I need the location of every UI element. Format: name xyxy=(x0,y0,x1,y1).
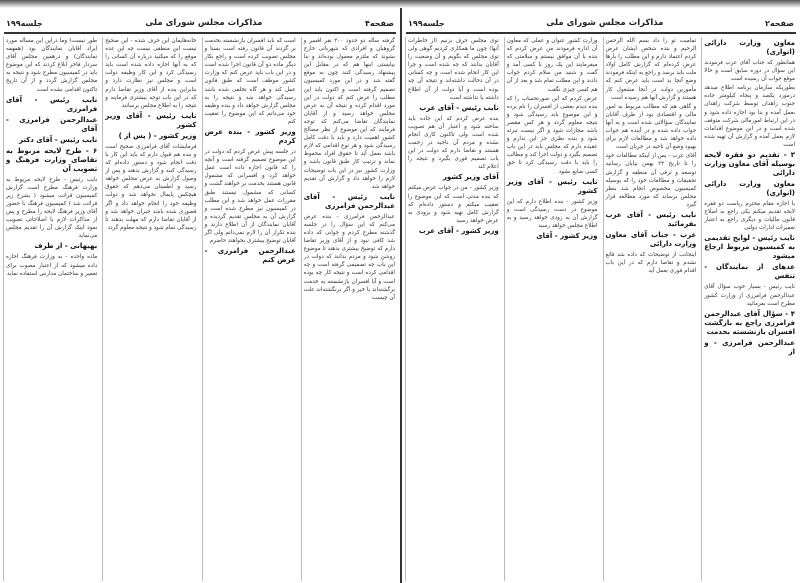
paragraph: آقای عرب - پس از اینکه مطالعات خود را تا تاریخ ۲۴ بهمن بپایان رسانید توسعه و ترقی آن منطقه و گزارش تحقیقات و مطالعات خود را که بوسیله کمیسیون مخصوص انجام شد بنظر مجلس برساند که مورد مطالعه قرار گیرد xyxy=(605,153,697,208)
left-page xyxy=(0,8,400,583)
text-column xyxy=(3,37,99,581)
paragraph: بنده عرض کردم که این جاده باید ساخته شود و اعتبار آن هم تصویب شده است ولی تاکنون کاری انجام نشده و مردم آن ناحیه در زحمت هستند و تقاضا دارم که دولت در این باب تصمیم فوری بگیرد و نتیجه را اعلام کند xyxy=(408,115,499,171)
left-page-columns xyxy=(3,37,397,581)
paragraph: است که باید افسران بازنشسته بخدمت بر گردند آن قانون رفته است بسنا و مجلس تصویب کرده است و راجع بکار دیگر ماده دو آن قانون اجرا شده است و در این باب باید عرض کنم که وزارت کشور موظف است که طبق قانون عمل کند و هر گاه تخلفی شده باشد رسیدگی خواهد شد و نتیجه را به مجلس گزارش خواهد داد و بنده وظیفه خود می‌دانم که این موضوع را تعقیب کنم xyxy=(204,38,296,125)
session-number: جلسه۱۹۹ xyxy=(408,18,445,28)
section-heading: وزیر کشور - آقای xyxy=(536,231,598,240)
section-heading: عدهای از نمایندگان - تنفس xyxy=(704,263,795,281)
text-column xyxy=(603,37,699,581)
paragraph: عبدالرحمن فرامرزی - بنده عرض می‌کنم که این سؤال را در جلسه گذشته مطرح کردم و جوابی که داده شد کافی نبود و از آقای وزیر تقاضا دارم که توضیح بیشتری بدهند تا موضوع روشن شود و مردم بدانند که دولت در این باب چه تصمیمی گرفته است و چه اقدامی کرده است و نتیجه کار چه بوده است و آیا افسران بازنشسته به خدمت برگشته‌اند یا خیر و اگر برنگشته‌اند علت آن چیست xyxy=(303,213,395,301)
text-column xyxy=(102,37,198,581)
paragraph: طور نیست) وما دراین این مسأله مورد ایراد آقایان نمایندگان بود (همهمه نمایندگان) و درهمین مجلس آقای سردار فاخر ابلاغ کردند که این موضوع باید در کمیسیون مطرح شود و نتیجه به مجلس گزارش گردد و از آن تاریخ تاکنون اقدامی نشده است xyxy=(6,38,98,93)
section-heading: آقای وزیر کشور xyxy=(442,173,499,182)
paragraph: تمامیت تو را داد بسم الله الرحمن الرحیم و بنده شخص ایشان عرض کردم اعتماد دارم و این مطلب را بارها عرض کرده‌ام که گزارش کامل اولاد ملت باید برسد و راجع به اینکه فرمودند وضع آنجا بد است باید عرض کنم که مأمورین دولت در آنجا مشغول کار هستند و گزارش آنها هم رسیده است xyxy=(605,38,697,101)
paragraph: بطوریکه سازمان برنامه اطلاع میدهد درمورد یکصد و پنجاه کیلومتر جاده جنوب زاهدان توسط شرکت زاهدان بعمل آمده و بنا بود اجازه داده شود و در این ارتباط امورمالی شرکت متوقف شده است و در این موضوع اقدامات لازم بعمل آمده و گزارش آن تهیه شده است xyxy=(704,85,795,148)
section-heading: عبدالرحمن فرامرزی - آقای xyxy=(6,115,98,133)
paragraph: وزیر کشور - بنده اطلاع دارم که این موضوع در دست رسیدگی است و گزارش آن به زودی خواهد رسید و به اطلاع مجلس خواهد رسید xyxy=(506,198,598,229)
text-column xyxy=(701,37,797,581)
paragraph: اینجانب از توضیحات که داده شد قانع نشدم و تقاضا دارم که در این باب اقدام فوری بعمل آید xyxy=(605,251,697,275)
paragraph: خانه‌هایمان این حرف شده - این صحیح نیست این منطقی نیست چه این عده موقع را که میکنید درباره آن کسانی را که به آنها اجازه داده شده است باید رسیدگی کرد و این کار وظیفه دولت است و مجلس نیز نظارت دارد و بنابراین بنده از آقای وزیر تقاضا دارم که در این باب توجه بیشتری فرمایند و نتیجه را به اطلاع مجلس برسانند xyxy=(105,38,197,109)
section-heading: عبدالرحمن فرامرزی - و از xyxy=(704,338,795,356)
text-column xyxy=(301,37,397,581)
session-number: جلسه۱۹۹ xyxy=(6,18,43,28)
header-rule xyxy=(406,32,796,34)
paragraph: وزارت کشور عنوان و عملی که معاون آن اداره فرمودند من عرض کردم که بنده با آن موافق نیستم و سلامتی که میفرمایند این یک روز با کسی آمد و گفت و شنید من سلام کردم جواب دادند و این مطلب تمام شد و بعد از آن هم کسی چیزی نگفت xyxy=(506,38,598,93)
text-column xyxy=(202,37,298,581)
section-heading: ۳ - تقدیم دو فقره لایحه بوسیله آقای معاون وزارت دارائی xyxy=(704,151,795,178)
right-page xyxy=(400,8,800,583)
publication-title: مذاکرات مجلس شورای ملی xyxy=(145,18,263,28)
section-heading: معاون وزارت دارائی (انواری) xyxy=(704,39,795,56)
paragraph: فرمایشات آقای فرامرزی صحیح است و بنده هم قبول دارم که باید این کار با دقت انجام شود و دستور داده‌ام که رسیدگی کنند و گزارش بدهند و پس از وصول گزارش به عرض مجلس خواهد رسید و اطمینان می‌دهم که حقوق هیچکس پایمال نخواهد شد و دولت وظیفه خود را انجام خواهد داد و اگر قصوری شده باشد جبران خواهد شد و از آقایان تقاضا دارم که مهلت بدهند تا رسیدگی تمام شود و نتیجه معلوم گردد xyxy=(105,143,197,231)
page-number: صفحه۲ xyxy=(765,18,794,28)
paragraph: با اجازه مقام محترم ریاست دو فقره لایحه تقدیم میکنم یکی راجع به اصلاح قانون مالیات و دیگری راجع به اعتبار تعمیرات ادارات دولتی xyxy=(704,201,795,232)
scan-top-edge xyxy=(0,0,800,8)
section-heading: عبدالرحمن فرامرزی - عرض کنم xyxy=(204,247,296,265)
paragraph: ماده واحده - به وزارت فرهنگ اجازه داده میشود که از اعتبار مصوب برای تعمیر و ساختمان مدارس استفاده نماید xyxy=(6,254,98,277)
section-heading: نایب رئیس - آقای عبدالرحمن فرامرزی xyxy=(303,192,395,210)
section-heading: ۴ - سؤال آقای عبدالرحمن فرامرزی راجع به بازگشت افسران بازنشسته بخدمت xyxy=(704,309,795,336)
right-page-columns xyxy=(405,37,797,581)
section-heading: معاون وزارت دارائی (انواری) xyxy=(704,180,795,198)
section-heading: نایب رئیس - لوایح تقدیمی به کمیسیون مربوط ارجاع میشود xyxy=(704,234,795,261)
section-heading: وزیر کشور - آقای عرب xyxy=(418,226,499,235)
paragraph: نایب رئیس - بسیار خوب سؤال آقای عبدالرحمن فرامرزی از وزارت کشور مطرح است بفرمائید xyxy=(704,284,795,307)
paragraph: گرفته ساله دو حدود ۲۰۰ نفر افسر و گروهبان و افرادی که شهربانی خارج بشوند که ملتزم معمول بوده‌اند و بنا بپایستی اینها هم که در مقابل این پیشنهاد رسیدگی کنند چون به موقع گفته شد و در این مورد کمیسیون تصمیم گرفته است و اکنون باید این مطلب را عرض کنم که دولت در این مورد اقدام کرده و نتیجه آن به عرض مجلس خواهد رسید و از آقایان نمایندگان تقاضا می‌کنم که توجه فرمایند که این موضوع از نظر مصالح کشور اهمیت دارد و باید با دقت کامل رسیدگی شود و هر نوع اقدامی که لازم باشد بعمل آید تا حقوق افراد محفوظ بماند و ترتیب کار طبق قانون باشد و وزارت کشور نیز در این باب توضیحات لازم را خواهد داد و گزارش آن تقدیم خواهد شد xyxy=(303,38,395,190)
section-heading: نایب رئیس - آقای فرامرزی xyxy=(6,95,98,113)
section-heading: وزیر کشور - بنده عرض کردم xyxy=(204,128,296,146)
section-heading: وزیر کشور - ( پس از ) xyxy=(118,131,197,140)
page-number: صفحه۴ xyxy=(365,18,394,28)
section-heading: نایب رئیس - آقای عرب xyxy=(419,103,499,112)
paragraph: توی مجلس حرف بزنیم (از خاطرات آنها) چون ما همکاری کردیم گوهی ولی توی مجلس که بگویم و آن وضعیت را آقایان بدانند که چه شده است و چرا این کار انجام شده است و چه کسانی در آن دخالت داشته‌اند و نتیجه آن چه بوده است و آیا دولت از آن اطلاع داشته یا نداشته است xyxy=(408,38,499,101)
paragraph: وزیر کشور - من در جواب عرض میکنم که بنده مدتی است که این موضوع را تعقیب میکنم و دستور داده‌ام که گزارش کامل تهیه شود و بزودی به عرض خواهد رسید xyxy=(408,185,499,224)
section-heading: نایب رئیس - آقای وزیر کشور xyxy=(506,177,598,195)
paragraph: همانطور که جناب آقای عرب فرمودند این سؤال در دوره سابق است و حالا موقع جواب آن رسیده است xyxy=(704,60,795,83)
section-heading: نایب رئیس - آقای وزیر کشور xyxy=(105,111,197,129)
paragraph: و گاهی هم که مطالب مربوط به امور مالی و اقتصادی بود از طرف آقایان نمایندگان سؤالاتی شده است و به آنها جواب داده شده و در آینده هم جواب داده خواهد شد و مطالعات لازم برای بهبود وضع آن ناحیه در جریان است xyxy=(605,103,697,151)
section-heading: نایب رئیس - آقای عرب بفرمائید xyxy=(605,210,697,228)
section-heading: بهبهانی - از طرف xyxy=(34,242,98,251)
paragraph: عرض کردم که این صورتحساب را که بنده دیدم بعضی از افسران را نام برده و این موضوع باید رسیدگی شود و نتیجه معلوم گردد و هر کس مقصر باشد مجازات شود و اگر نیست تبرئه شود و بنده نظری جز این ندارم و عقیده دارم که مجلس باید در این باب تصمیم بگیرد و دولت اجرا کند و مطالب را باید با دقت رسیدگی کرد تا حق کسی ضایع نشود xyxy=(506,95,598,175)
section-heading: نایب رئیس - آقای دکتر xyxy=(18,135,98,144)
text-column xyxy=(504,37,600,581)
paragraph: نایب رئیس - طرح لایحه مربوط به وزارت فرهنگ مطرح است گزارش کمیسیون قرائت میشود ( بشرح زیر قرائت شد ) کمیسیون فرهنگ با حضور آقای وزیر فرهنگ لایحه را مطرح و پس از مذاکرات لازم با اصلاحاتی تصویب نمود اینک گزارش آن را تقدیم مجلس می‌نماید xyxy=(6,176,98,240)
publication-title: مذاکرات مجلس شورای ملی xyxy=(546,18,664,28)
paragraph: در جلسه پیش عرض کردم که دولت در این موضوع تصمیم گرفته است و آنچه را که قانون اجازه داده است عمل خواهد کرد و افسرانی که مشمول قانون هستند بخدمت بر خواهند گشت و کسانی که مشمول نیستند طبق مقررات عمل خواهد شد و این مطلب در کمیسیون نیز مطرح شده است و گزارش آن به مجلس تقدیم گردیده و آقایان نمایندگان از آن اطلاع دارند و بنده تکرار آن را لازم نمی‌دانم ولی اگر آقایان توضیح بیشتری بخواهند حاضرم xyxy=(204,149,296,245)
section-heading: ۶ - طرح لایحه مربوط به تقاضای وزارت فرهنگ و تصویب آن xyxy=(6,146,98,173)
text-column xyxy=(405,37,501,581)
left-page-header xyxy=(6,16,394,30)
header-rule xyxy=(4,32,396,34)
section-heading: عرب - جناب آقای معاون وزارت دارائی xyxy=(605,230,697,248)
right-page-header xyxy=(408,16,794,30)
